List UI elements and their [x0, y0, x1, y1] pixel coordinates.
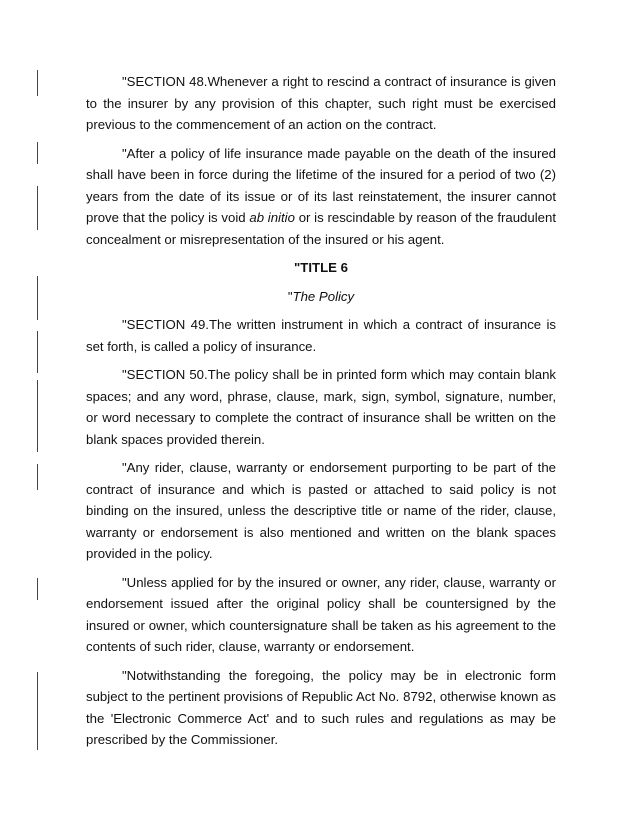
incontestability-paragraph [86, 143, 556, 251]
change-bar [37, 142, 38, 164]
italic-term: ab initio [249, 210, 295, 225]
subtitle-text: The Policy [292, 288, 355, 304]
text-run: or is rescindable by reason of the fraudulent concealment or misrepresentation of the insured or his agent. [86, 210, 556, 247]
electronic-form-paragraph: "Notwithstanding the foregoing, the policy may be in electronic form subject to the pertinent provisions of Republic Act No. 8792, otherwise known as the 'Electronic Commerce Act' and to such rules and regulations as may be prescribed by the Commissioner. [86, 667, 556, 747]
change-bar [37, 578, 38, 600]
section-50-paragraph: "SECTION 50.The policy shall be in printed form which may contain blank spaces; and any word, phrase, clause, mark, sign, symbol, signature, number, or word necessary to complete the contract of insurance shall be written on the blank spaces provided therein. [86, 367, 556, 447]
body-text [86, 71, 556, 758]
change-bar [37, 276, 38, 320]
change-bar [37, 464, 38, 490]
section-49-paragraph: "SECTION 49.The written instrument in which a contract of insurance is set forth, is called a policy of insurance. [86, 317, 556, 354]
change-bar [37, 331, 38, 373]
change-bar [37, 672, 38, 750]
title-subheading [86, 286, 556, 308]
title-heading: "TITLE 6 [294, 260, 348, 275]
section-48-paragraph: "SECTION 48.Whenever a right to rescind a contract of insurance is given to the insurer by any provision of this chapter, such right must be exercised previous to the commencement of an action on the contract. [86, 74, 556, 132]
quote-mark: " [287, 288, 293, 304]
text-run: "After a policy of life insurance made payable on the death of the insured shall have been in force during the lifetime of the insured for a period of two (2) years from the date of its issue or of its last reinstatement, the insurer cannot prove that the policy is void [86, 145, 556, 225]
change-bar [37, 70, 38, 96]
change-bar [37, 380, 38, 452]
rider-paragraph: "Any rider, clause, warranty or endorsement purporting to be part of the contract of insurance and which is pasted or attached to said policy is not binding on the insured, unless the descriptive title or name of the rider, clause, warranty or endorsement is also mentioned and written on the blank spaces provided in the policy. [86, 460, 556, 561]
change-bar [37, 186, 38, 230]
countersign-paragraph: "Unless applied for by the insured or owner, any rider, clause, warranty or endorsement issued after the original policy shall be countersigned by the insured or owner, which countersignature shall be taken as his agreement to the contents of such rider, clause, warranty or endorsement. [86, 574, 556, 654]
